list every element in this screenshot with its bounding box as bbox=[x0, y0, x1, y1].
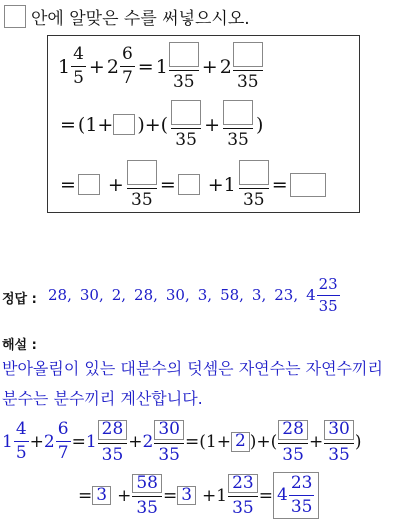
numerator: 4 bbox=[73, 44, 84, 64]
fraction-bar bbox=[324, 443, 354, 444]
result-1-whole: 1 bbox=[155, 55, 168, 78]
denominator: 7 bbox=[57, 443, 69, 464]
fraction-bar bbox=[56, 441, 71, 442]
fraction-bar bbox=[98, 443, 128, 444]
answer-last-fraction bbox=[317, 274, 340, 315]
equals-sign: = bbox=[162, 485, 178, 506]
explanation-text-line-2: 분수는 분수끼리 계산합니다. bbox=[2, 389, 203, 408]
fraction bbox=[154, 420, 184, 464]
equals-sign: = bbox=[60, 173, 76, 196]
denominator: 35 bbox=[172, 72, 195, 92]
boxed-numerator: 30 bbox=[324, 420, 354, 440]
fraction-bar bbox=[71, 66, 86, 67]
mixed-whole: 2 bbox=[142, 431, 154, 452]
numerator: 23 bbox=[290, 473, 313, 493]
fraction-bar bbox=[228, 496, 258, 497]
boxed-numerator: 28 bbox=[98, 420, 128, 440]
mixed-whole: 2 bbox=[43, 431, 55, 452]
answer-value: 30, bbox=[165, 286, 190, 304]
explanation-equation-2 bbox=[78, 472, 319, 519]
fraction-blank-35 bbox=[233, 42, 263, 91]
denominator: 35 bbox=[227, 130, 249, 150]
problem-box bbox=[47, 35, 360, 213]
fraction-bar bbox=[223, 128, 253, 129]
denominator: 35 bbox=[158, 444, 180, 465]
blank-box[interactable] bbox=[290, 173, 326, 197]
open-paren-one-plus: (1+ bbox=[77, 113, 114, 136]
fraction bbox=[14, 421, 29, 462]
numerator: 6 bbox=[121, 44, 133, 64]
close-paren: ) bbox=[256, 113, 264, 136]
blank-box[interactable] bbox=[169, 42, 199, 67]
denominator: 35 bbox=[290, 497, 313, 517]
answer-value: 3, bbox=[197, 286, 213, 304]
denominator: 35 bbox=[242, 190, 265, 210]
plus-one: +1 bbox=[207, 173, 236, 196]
close-paren-plus: )+( bbox=[249, 431, 278, 452]
numerator: 23 bbox=[318, 274, 338, 293]
equals-sign: = bbox=[258, 485, 273, 506]
equals-sign: = bbox=[271, 173, 288, 196]
blank-box[interactable] bbox=[178, 174, 200, 195]
plus-sign: + bbox=[88, 55, 105, 78]
boxed-numerator: 23 bbox=[228, 474, 258, 494]
fraction-bar bbox=[317, 295, 340, 296]
denominator: 35 bbox=[282, 444, 304, 465]
boxed-final-answer bbox=[273, 472, 319, 519]
fraction-bar bbox=[127, 188, 157, 189]
mixed-2-whole: 2 bbox=[106, 55, 119, 78]
fraction-bar bbox=[289, 495, 315, 496]
fraction-bar bbox=[171, 128, 201, 129]
boxed-answer: 2 bbox=[231, 432, 250, 452]
fraction-bar bbox=[233, 70, 263, 71]
numerator: 4 bbox=[15, 419, 27, 440]
problem-line-1 bbox=[58, 42, 264, 91]
fraction-4-5 bbox=[71, 46, 86, 87]
denominator: 35 bbox=[318, 296, 338, 315]
plus-sign: + bbox=[128, 431, 143, 452]
answer-value: 3, bbox=[251, 286, 267, 304]
fraction bbox=[132, 474, 162, 518]
explanation-label: 해설 : bbox=[2, 338, 37, 353]
denominator: 35 bbox=[175, 130, 197, 150]
blank-box[interactable] bbox=[113, 114, 135, 135]
boxed-answer: 3 bbox=[92, 486, 111, 506]
fraction bbox=[278, 420, 308, 464]
instruction-text: 안에 알맞은 수를 써넣으시오. bbox=[31, 9, 250, 29]
plus-sign: + bbox=[204, 113, 221, 136]
fraction-blank-35 bbox=[223, 100, 253, 149]
equals-sign: = bbox=[185, 431, 200, 452]
blank-box[interactable] bbox=[223, 100, 253, 125]
blank-box[interactable] bbox=[239, 160, 269, 185]
denominator: 35 bbox=[232, 498, 254, 519]
plus-sign: + bbox=[308, 431, 324, 452]
answer-value: 28, bbox=[134, 286, 158, 304]
denominator: 35 bbox=[101, 444, 124, 465]
boxed-answer: 3 bbox=[177, 486, 196, 506]
plus-sign: + bbox=[117, 485, 132, 506]
result-2-whole: 2 bbox=[219, 55, 232, 78]
answer-value: 23, bbox=[274, 286, 299, 304]
fraction-blank-35 bbox=[239, 160, 269, 209]
answer-last-whole: 4 bbox=[306, 286, 316, 304]
blank-box[interactable] bbox=[78, 174, 100, 195]
denominator: 5 bbox=[73, 68, 84, 88]
denominator: 7 bbox=[121, 68, 133, 88]
fraction-blank-35 bbox=[169, 42, 199, 91]
explanation-text-line-1: 받아올림이 있는 대분수의 덧셈은 자연수는 자연수끼리 bbox=[2, 359, 383, 378]
fraction bbox=[289, 475, 315, 516]
denominator: 5 bbox=[15, 443, 27, 464]
fraction-bar bbox=[154, 443, 184, 444]
open-paren-one-plus: (1+ bbox=[199, 431, 231, 452]
boxed-numerator: 28 bbox=[278, 420, 308, 440]
answer-list bbox=[48, 275, 341, 315]
plus-sign: + bbox=[29, 431, 44, 452]
denominator: 35 bbox=[131, 190, 153, 210]
denominator: 35 bbox=[328, 444, 350, 465]
fraction-bar bbox=[278, 443, 308, 444]
answer-value: 28, bbox=[48, 286, 72, 304]
fraction-blank-35 bbox=[171, 100, 201, 149]
blank-box[interactable] bbox=[171, 100, 201, 125]
equals-sign: = bbox=[159, 173, 176, 196]
fraction bbox=[56, 421, 71, 462]
answer-value: 2, bbox=[111, 286, 127, 304]
fraction-blank-35 bbox=[127, 160, 157, 209]
answer-blank-icon bbox=[4, 5, 26, 28]
close-paren: ) bbox=[354, 431, 362, 452]
fraction bbox=[228, 474, 258, 518]
blank-box[interactable] bbox=[127, 160, 157, 185]
plus-sign: + bbox=[107, 173, 124, 196]
fraction-bar bbox=[14, 441, 29, 442]
mixed-whole: 1 bbox=[2, 431, 13, 452]
answer-label: 정답 : bbox=[2, 292, 37, 307]
numerator: 6 bbox=[57, 419, 69, 440]
fraction-6-7 bbox=[120, 46, 135, 87]
answer-value: 30, bbox=[79, 286, 104, 304]
plus-one: +1 bbox=[202, 485, 228, 506]
mixed-1-whole: 1 bbox=[58, 55, 71, 78]
blank-box[interactable] bbox=[233, 42, 263, 67]
equals-sign: = bbox=[60, 113, 76, 136]
problem-line-2 bbox=[58, 100, 265, 149]
boxed-numerator: 30 bbox=[154, 420, 184, 440]
mixed-whole: 4 bbox=[277, 484, 288, 505]
fraction bbox=[324, 420, 354, 464]
fraction-bar bbox=[132, 496, 162, 497]
boxed-numerator: 58 bbox=[132, 474, 162, 494]
denominator: 35 bbox=[136, 498, 158, 519]
fraction-bar bbox=[120, 66, 135, 67]
fraction bbox=[98, 420, 128, 464]
denominator: 35 bbox=[236, 72, 259, 92]
equals-sign: = bbox=[78, 485, 93, 506]
equals-sign: = bbox=[71, 431, 86, 452]
plus-sign: + bbox=[201, 55, 218, 78]
explanation-equation-1 bbox=[2, 420, 361, 464]
equals-sign: = bbox=[137, 55, 154, 78]
fraction-bar bbox=[239, 188, 269, 189]
fraction-bar bbox=[169, 70, 199, 71]
problem-line-3 bbox=[58, 160, 326, 209]
close-paren-plus: )+( bbox=[137, 113, 169, 136]
mixed-whole: 1 bbox=[85, 431, 97, 452]
answer-value: 58, bbox=[220, 286, 244, 304]
